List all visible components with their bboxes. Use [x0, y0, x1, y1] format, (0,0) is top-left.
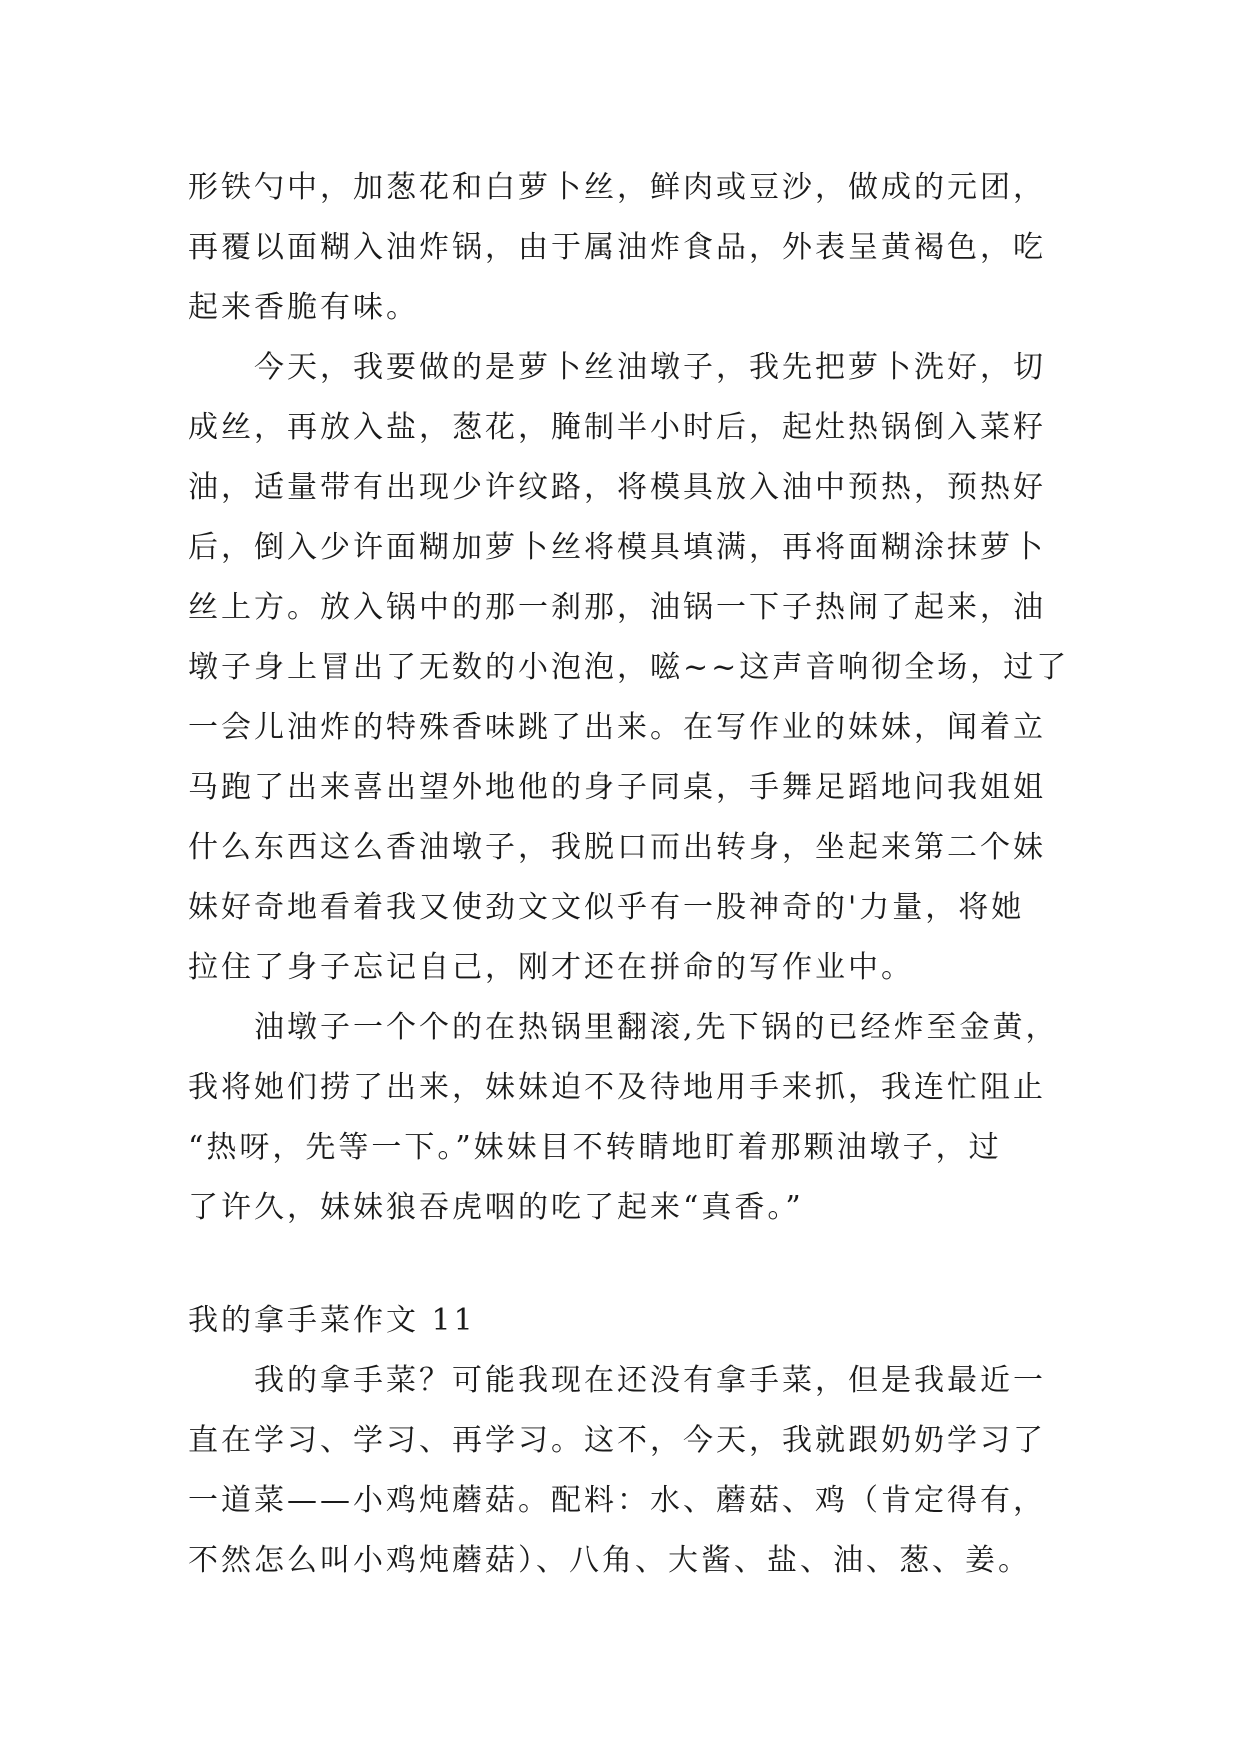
text-line: 了许久，妹妹狼吞虎咽的吃了起来“真香。”	[188, 1190, 804, 1225]
text-line: 今天，我要做的是萝卜丝油墩子，我先把萝卜洗好，切	[254, 350, 1046, 385]
text-line: 我的拿手菜？可能我现在还没有拿手菜，但是我最近一	[254, 1363, 1046, 1398]
text-line: 丝上方。放入锅中的那一刹那，油锅一下子热闹了起来，油	[188, 590, 1046, 625]
text-line: 什么东西这么香油墩子，我脱口而出转身，坐起来第二个妹	[188, 830, 1046, 865]
text-line: 一会儿油炸的特殊香味跳了出来。在写作业的妹妹，闻着立	[188, 710, 1046, 745]
text-line: 拉住了身子忘记自己，刚才还在拼命的写作业中。	[188, 950, 914, 985]
text-line: 一道菜——小鸡炖蘑菇。配料：水、蘑菇、鸡（肯定得有，	[188, 1483, 1046, 1518]
text-line: “热呀，先等一下。”妹妹目不转睛地盯着那颗油墩子，过	[188, 1130, 1002, 1165]
paragraph	[188, 338, 1070, 998]
text-line: 再覆以面糊入油炸锅，由于属油炸食品，外表呈黄褐色，吃	[188, 230, 1046, 265]
text-line: 成丝，再放入盐，葱花，腌制半小时后，起灶热锅倒入菜籽	[188, 410, 1046, 445]
text-line: 油，适量带有出现少许纹路，将模具放入油中预热，预热好	[188, 470, 1046, 505]
text-line: 妹好奇地看着我又使劲文文似乎有一股神奇的'力量，将她	[188, 890, 1025, 925]
document-page	[188, 158, 1070, 1591]
paragraph	[188, 158, 1060, 338]
text-line: 起来香脆有味。	[188, 290, 419, 325]
text-line: 形铁勺中，加葱花和白萝卜丝，鲜肉或豆沙，做成的元团，	[188, 170, 1046, 205]
text-line: 不然怎么叫小鸡炖蘑菇）、八角、大酱、盐、油、葱、姜。	[188, 1543, 1031, 1578]
text-line: 马跑了出来喜出望外地他的身子同桌，手舞足蹈地问我姐姐	[188, 770, 1046, 805]
text-line: 后，倒入少许面糊加萝卜丝将模具填满，再将面糊涂抹萝卜	[188, 530, 1046, 565]
text-line: 我将她们捞了出来，妹妹迫不及待地用手来抓，我连忙阻止	[188, 1070, 1046, 1105]
paragraph	[188, 998, 1060, 1238]
paragraph	[188, 1351, 1060, 1591]
text-line: 墩子身上冒出了无数的小泡泡，嗞~~这声音响彻全场，过了	[188, 650, 1070, 685]
section-spacer	[188, 1238, 1060, 1291]
section-title: 我的拿手菜作文 11	[188, 1303, 476, 1338]
text-line: 直在学习、学习、再学习。这不，今天，我就跟奶奶学习了	[188, 1423, 1046, 1458]
text-line: 油墩子一个个的在热锅里翻滚,先下锅的已经炸至金黄，	[254, 1010, 1059, 1045]
